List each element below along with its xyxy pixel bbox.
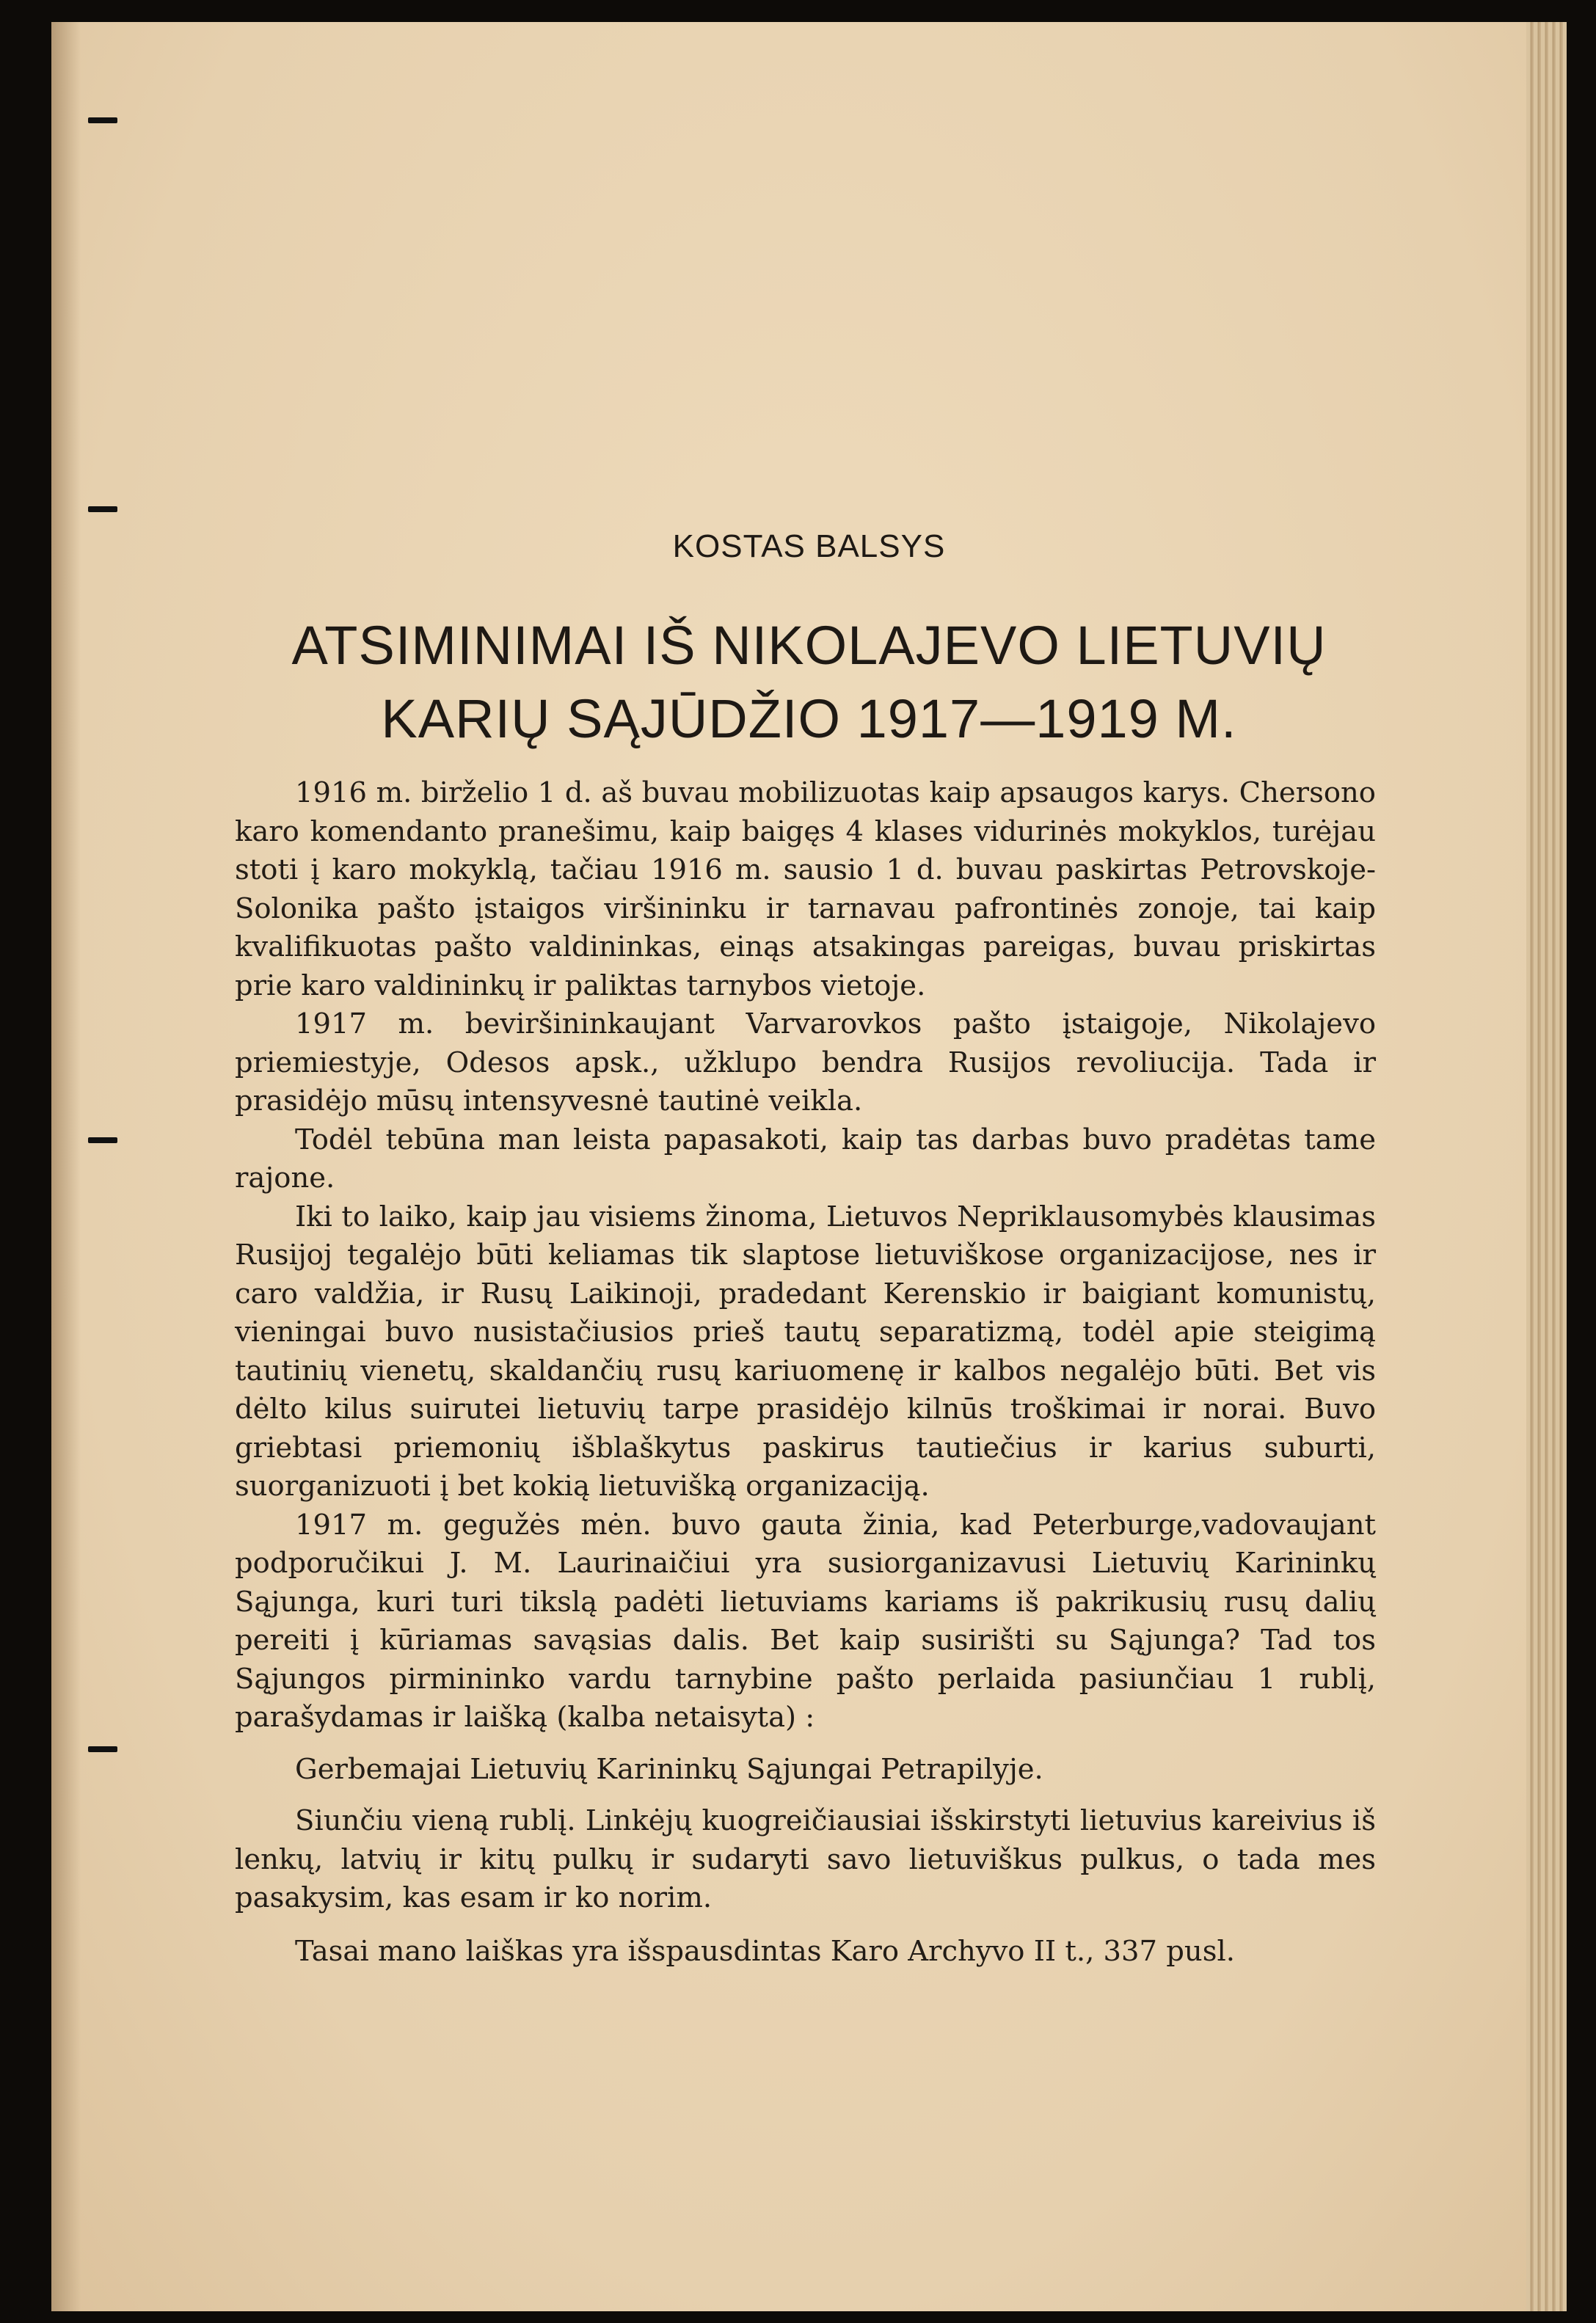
binding-mark xyxy=(88,1137,117,1143)
book-page xyxy=(51,22,1567,2311)
binding-mark xyxy=(88,506,117,512)
paragraph: 1916 m. birželio 1 d. aš buvau mobilizuotas kaip apsaugos karys. Chersono karo komendanto pranešimu, kaip baigęs 4 klases vidurinės mokyklos, turėjau stoti į karo mokyklą, tačiau 1916 m. sausio 1 d. buvau paskirtas Petrovskoje-Solonika pašto įstaigos viršininku ir tarnavau pafrontinės zonoje, tai kaip kvalifikuotas pašto valdininkas, einąs atsakingas pareigas, buvau priskirtas prie karo valdininkų ir paliktas tarnybos vietoje. xyxy=(235,776,1376,1002)
binding-mark xyxy=(88,1746,117,1752)
paragraph: 1917 m. gegužės mėn. buvo gauta žinia, kad Peterburge,vadovaujant podporučikui J. M. Laurinaičiui yra susiorganizavusi Lietuvių Karininkų Sąjunga, kuri turi tikslą padėti lietuviams kariams iš pakrikusių rusų dalių pereiti į kūriamas savąsias dalis. Bet kaip susirišti su Sąjunga? Tad tos Sąjungos pirmininko vardu tarnybine pašto perlaida pasiunčiau 1 rublį, parašydamas ir laišką (kalba netaisyta) : xyxy=(235,1508,1376,1734)
author-name: KOSTAS BALSYS xyxy=(672,528,946,564)
binding-mark xyxy=(88,117,117,123)
spine-shadow xyxy=(51,22,81,2311)
title-line-2: KARIŲ SĄJŪDŽIO 1917—1919 M. xyxy=(381,688,1237,749)
page-edges xyxy=(1526,22,1567,2311)
letter-salutation: Gerbemajai Lietuvių Karininkų Sąjungai Petrapilyje. xyxy=(295,1752,1043,1786)
title-line-1: ATSIMINIMAI IŠ NIKOLAJEVO LIETUVIŲ xyxy=(291,615,1327,676)
article-body xyxy=(235,774,1376,1971)
article-title xyxy=(51,609,1567,756)
paragraph: Iki to laiko, kaip jau visiems žinoma, Lietuvos Nepriklausomybės klausimas Rusijoj tegalėjo būti keliamas tik slaptose lietuviškose organizacijose, nes ir caro valdžia, ir Rusų Laikinoji, pradedant Kerenskio ir baigiant komunistų, vieningai buvo nusistačiusios prieš tautų separatizmą, todėl apie steigimą tautinių vienetų, skaldančių rusų kariuomenę ir kalbos negalėjo būti. Bet vis dėlto kilus suirutei lietuvių tarpe prasidėjo kilnūs troškimai ir norai. Buvo griebtasi priemonių išblaškytus paskirus tautiečius ir karius suburti, suorganizuoti į bet kokią lietuvišką organizaciją. xyxy=(235,1200,1376,1503)
paragraph: Todėl tebūna man leista papasakoti, kaip tas darbas buvo pradėtas tame rajone. xyxy=(235,1123,1376,1195)
closing-paragraph: Tasai mano laiškas yra išspausdintas Karo Archyvo II t., 337 pusl. xyxy=(295,1934,1236,1968)
paragraph: 1917 m. beviršininkaujant Varvarovkos pašto įstaigoje, Nikolajevo priemiestyje, Odesos apsk., užklupo bendra Rusijos revoliucija. Tada ir prasidėjo mūsų intensyvesnė tautinė veikla. xyxy=(235,1007,1376,1117)
letter-body: Siunčiu vieną rublį. Linkėjų kuogreičiausiai išskirstyti lietuvius kareivius iš lenkų, latvių ir kitų pulkų ir sudaryti savo lietuviškus pulkus, o tada mes pasakysim, kas esam ir ko norim. xyxy=(235,1804,1376,1914)
